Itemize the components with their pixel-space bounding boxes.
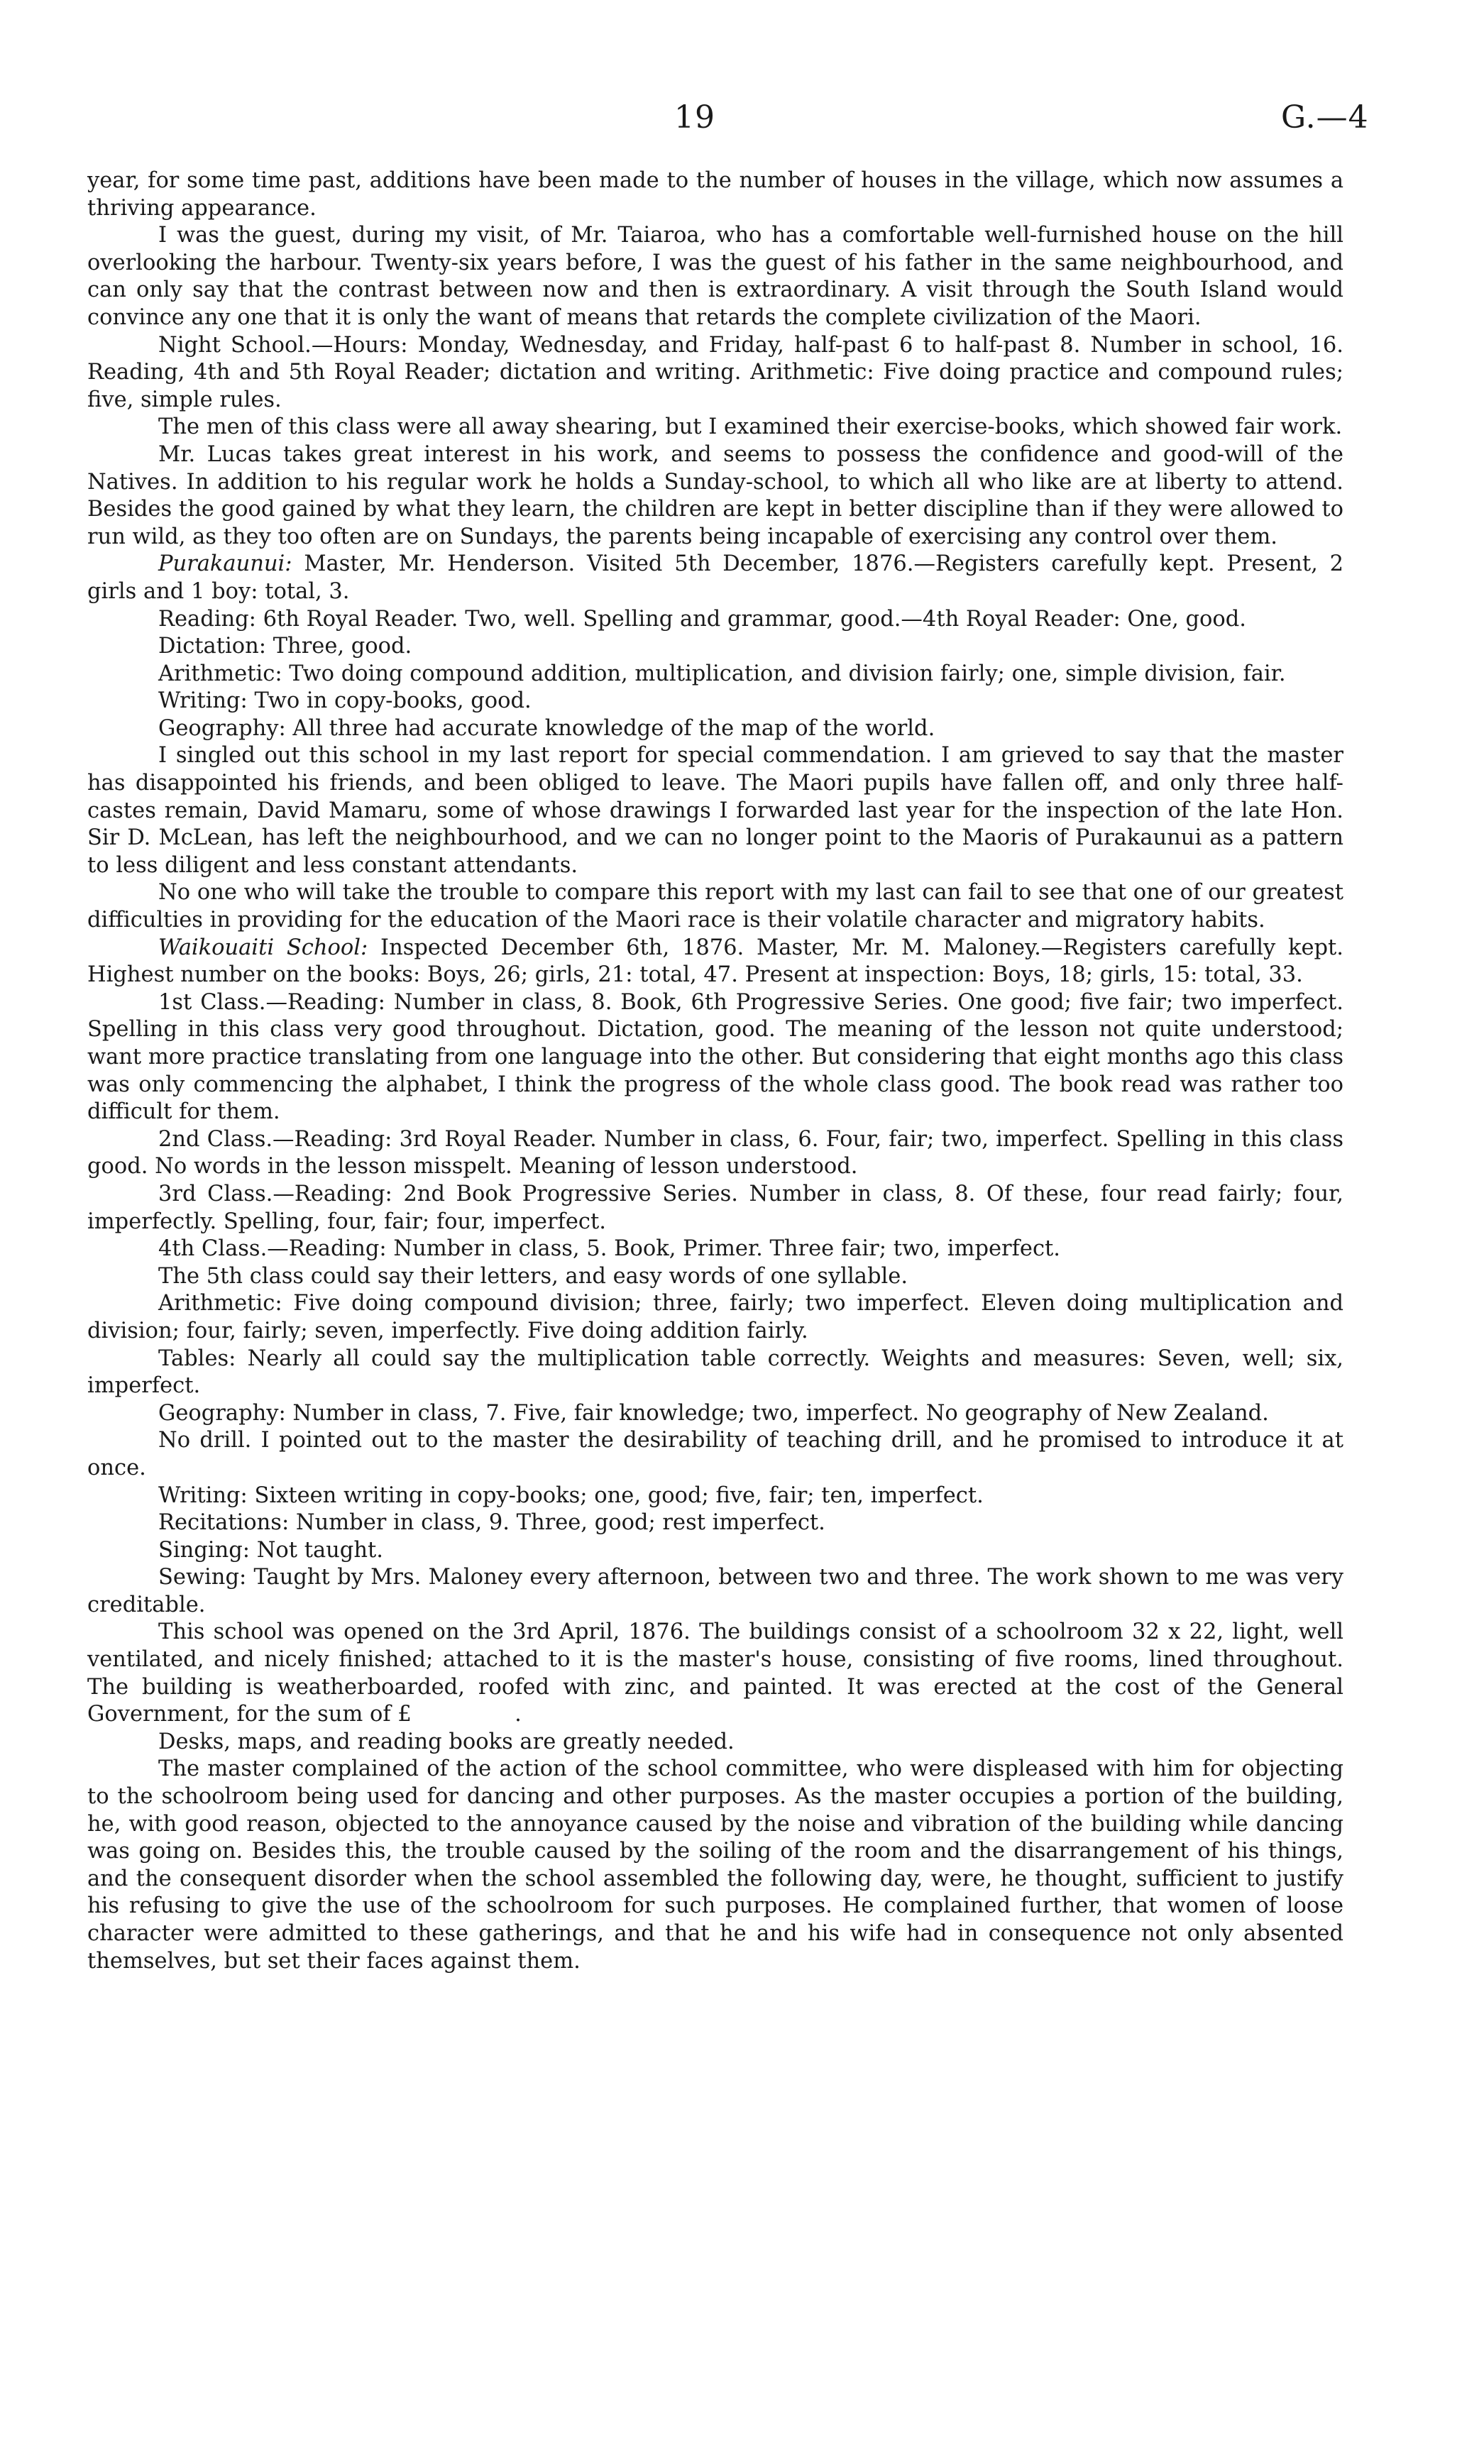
paragraph: Purakaunui: Master, Mr. Henderson. Visited 5th December, 1876.—Registers carefully kept. Present, 2 girls and 1 boy: total, 3. <box>87 551 1343 604</box>
document-body <box>87 167 1343 1975</box>
paragraph: 2nd Class.—Reading: 3rd Royal Reader. Number in class, 6. Four, fair; two, imperfect. Spelling in this class good. No words in the lesson misspelt. Meaning of lesson understood. <box>87 1126 1343 1179</box>
paragraph: 3rd Class.—Reading: 2nd Book Progressive Series. Number in class, 8. Of these, four read fairly; four, imperfectly. Spelling, four, fair; four, imperfect. <box>87 1181 1343 1234</box>
paragraph: No drill. I pointed out to the master the desirability of teaching drill, and he promised to introduce it at once. <box>87 1428 1343 1480</box>
paragraph: 4th Class.—Reading: Number in class, 5. Book, Primer. Three fair; two, imperfect. <box>158 1236 1061 1262</box>
paragraph: The men of this class were all away shearing, but I examined their exercise-books, which showed fair work. <box>158 414 1343 440</box>
page-number: 19 <box>674 99 715 136</box>
paragraph: Dictation: Three, good. <box>158 634 412 659</box>
paper-reference: G.—4 <box>1281 99 1369 136</box>
paragraph: I singled out this school in my last report for special commendation. I am grieved to say that the master has disappointed his friends, and been obliged to leave. The Maori pupils have fallen off, and only three half-castes remain, David Mamaru, some of whose drawings I forwarded last year for the inspection of the late Hon. Sir D. McLean, has left the neighbourhood, and we can no longer point to the Maoris of Purakaunui as a pattern to less diligent and less constant attendants. <box>87 743 1343 878</box>
paragraph: Desks, maps, and reading books are greatly needed. <box>158 1729 735 1754</box>
school-name: Purakaunui: <box>158 551 292 577</box>
paragraph: Recitations: Number in class, 9. Three, good; rest imperfect. <box>158 1510 825 1536</box>
paragraph: This school was opened on the 3rd April, 1876. The buildings consist of a schoolroom 32 x 22, light, well ventilated, and nicely finished; attached to it is the master's house, consisting of five rooms, lined throughout. The building is weatherboarded, roofed with zinc, and painted. It was erected at the cost of the General Government, for the sum of £ . <box>87 1619 1343 1727</box>
page-header <box>0 99 1484 149</box>
paragraph: year, for some time past, additions have been made to the number of houses in the village, which now assumes a thriving appearance. <box>87 168 1343 221</box>
paragraph: Writing: Sixteen writing in copy-books; one, good; five, fair; ten, imperfect. <box>158 1483 984 1508</box>
paragraph: The master complained of the action of the school committee, who were displeased with him for objecting to the schoolroom being used for dancing and other purposes. As the master occupies a portion of the building, he, with good reason, objected to the annoyance caused by the noise and vibration of the building while dancing was going on. Besides this, the trouble caused by the soiling of the room and the disarrangement of his things, and the consequent disorder when the school assembled the following day, were, he thought, sufficient to justify his refusing to give the use of the schoolroom for such purposes. He complained further, that women of loose character were admitted to these gatherings, and that he and his wife had in consequence not only absented themselves, but set their faces against them. <box>87 1756 1343 1974</box>
paragraph: 1st Class.—Reading: Number in class, 8. Book, 6th Progressive Series. One good; five fair; two imperfect. Spelling in this class very good throughout. Dictation, good. The meaning of the lesson not quite understood; want more practice translating from one language into the other. But considering that eight months ago this class was only commencing the alphabet, I think the progress of the whole class good. The book read was rather too difficult for them. <box>87 989 1343 1125</box>
paragraph: Reading: 6th Royal Reader. Two, well. Spelling and grammar, good.—4th Royal Reader: One, good. <box>158 606 1246 632</box>
paragraph: Mr. Lucas takes great interest in his work, and seems to possess the confidence and good-will of the Natives. In addition to his regular work he holds a Sunday-school, to which all who like are at liberty to attend. Besides the good gained by what they learn, the children are kept in better discipline than if they were allowed to run wild, as they too often are on Sundays, the parents being incapable of exercising any control over them. <box>87 441 1343 549</box>
paragraph: Night School.—Hours: Monday, Wednesday, and Friday, half-past 6 to half-past 8. Number in school, 16. Reading, 4th and 5th Royal Reader; dictation and writing. Arithmetic: Five doing practice and compound rules; five, simple rules. <box>87 332 1343 412</box>
school-name: Waikouaiti School: <box>158 935 368 960</box>
paragraph: Writing: Two in copy-books, good. <box>158 688 532 714</box>
paragraph: Tables: Nearly all could say the multiplication table correctly. Weights and measures: Seven, well; six, imperfect. <box>87 1346 1343 1399</box>
paragraph: The 5th class could say their letters, and easy words of one syllable. <box>158 1263 908 1289</box>
paragraph: Singing: Not taught. <box>158 1537 383 1563</box>
paragraph: I was the guest, during my visit, of Mr. Taiaroa, who has a comfortable well-furnished house on the hill overlooking the harbour. Twenty-six years before, I was the guest of his father in the same neighbourhood, and can only say that the contrast between now and then is extraordinary. A visit through the South Island would convince any one that it is only the want of means that retards the complete civilization of the Maori. <box>87 223 1343 330</box>
paragraph: Geography: Number in class, 7. Five, fair knowledge; two, imperfect. No geography of New Zealand. <box>158 1400 1269 1426</box>
paragraph: Arithmetic: Five doing compound division; three, fairly; two imperfect. Eleven doing multiplication and division; four, fairly; seven, imperfectly. Five doing addition fairly. <box>87 1291 1343 1343</box>
paragraph: Sewing: Taught by Mrs. Maloney every afternoon, between two and three. The work shown to me was very creditable. <box>87 1565 1343 1617</box>
paragraph: Geography: All three had accurate knowledge of the map of the world. <box>158 715 935 741</box>
paragraph: Arithmetic: Two doing compound addition, multiplication, and division fairly; one, simple division, fair. <box>158 661 1286 686</box>
paragraph: Waikouaiti School: Inspected December 6th, 1876. Master, Mr. M. Maloney.—Registers carefully kept. Highest number on the books: Boys, 26; girls, 21: total, 47. Present at inspection: Boys, 18; girls, 15: total, 33. <box>87 935 1343 988</box>
paragraph: No one who will take the trouble to compare this report with my last can fail to see that one of our greatest difficulties in providing for the education of the Maori race is their volatile character and migratory habits. <box>87 880 1343 933</box>
